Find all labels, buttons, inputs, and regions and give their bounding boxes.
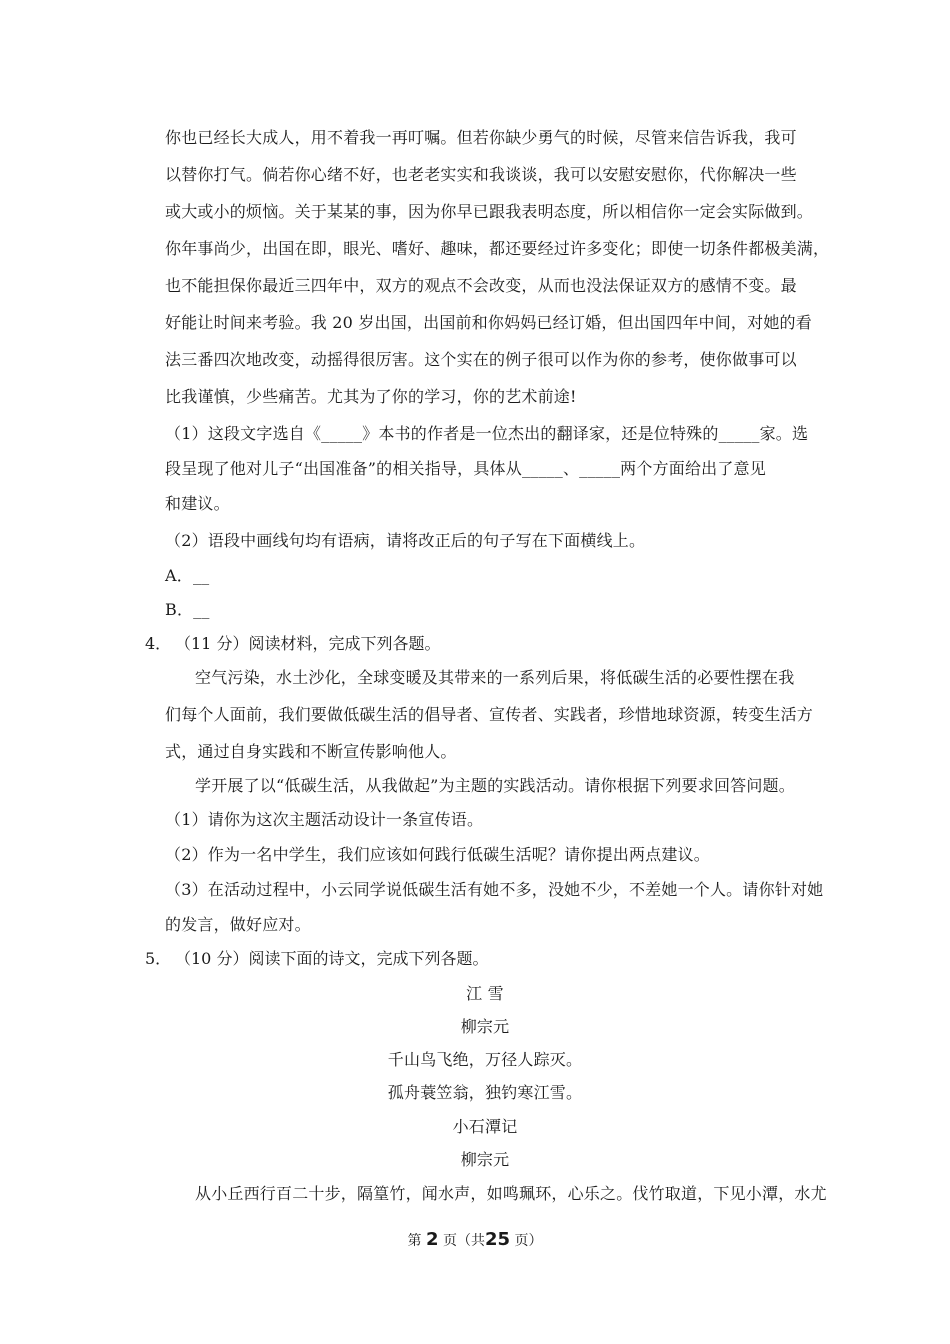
q4-material-line: 式，通过自身实践和不断宣传影响他人。 xyxy=(165,742,457,761)
q3-sub1-line: （1）这段文字选自《_____》本书的作者是一位杰出的翻译家，还是位特殊的_____家。选 xyxy=(165,424,809,443)
q5-number: 5． xyxy=(145,949,172,968)
q5-heading: （10 分）阅读下面的诗文，完成下列各题。 xyxy=(175,949,489,968)
passage-line: 或大或小的烦恼。关于某某的事，因为你早已跟我表明态度，所以相信你一定会实际做到。 xyxy=(165,202,814,221)
passage-line: 以替你打气。倘若你心绪不好，也老老实实和我谈谈，我可以安慰安慰你，代你解决一些 xyxy=(165,165,797,184)
footer-total-pages: 25 xyxy=(484,1229,511,1250)
q4-material-line: 们每个人面前，我们要做低碳生活的倡导者、宣传者、实践者，珍惜地球资源，转变生活方 xyxy=(165,705,814,724)
q4-heading: （11 分）阅读材料，完成下列各题。 xyxy=(175,634,441,653)
q3-sub1-line: 段呈现了他对儿子“出国准备”的相关指导，具体从_____、_____两个方面给出了意见 xyxy=(165,459,766,478)
q4-number: 4． xyxy=(145,634,172,653)
prose-author: 柳宗元 xyxy=(460,1150,510,1169)
passage-line: 比我谨慎，少些痛苦。尤其为了你的学习，你的艺术前途! xyxy=(165,387,577,406)
q4-material-line: 空气污染，水土沙化，全球变暖及其带来的一系列后果，将低碳生活的必要性摆在我 xyxy=(195,668,795,687)
poem-title: 江 雪 xyxy=(466,984,504,1003)
q4-sub3-line: 的发言，做好应对。 xyxy=(165,915,311,934)
passage-line: 法三番四次地改变，动摇得很厉害。这个实在的例子很可以作为你的参考，使你做事可以 xyxy=(165,350,797,369)
passage-line: 你年事尚少，出国在即，眼光、嗜好、趣味，都还要经过许多变化；即使一切条件都极美满， xyxy=(165,239,830,258)
poem-author: 柳宗元 xyxy=(460,1017,510,1036)
footer-prefix: 第 xyxy=(407,1233,422,1249)
passage-line: 好能让时间来考验。我 20 岁出国，出国前和你妈妈已经订婚，但出国四年中间，对她的看 xyxy=(165,313,812,332)
prose-title: 小石潭记 xyxy=(452,1117,518,1136)
poem-line: 千山鸟飞绝，万径人踪灭。 xyxy=(387,1050,583,1069)
q3-sub2: （2）语段中画线句均有语病，请将改正后的句子写在下面横线上。 xyxy=(165,531,646,550)
footer-page-number: 2 xyxy=(425,1229,439,1250)
page-footer xyxy=(0,1230,950,1251)
q4-sub1: （1）请你为这次主题活动设计一条宣传语。 xyxy=(165,810,484,829)
q3-answer-a: A．__ xyxy=(165,566,210,585)
passage-line: 也不能担保你最近三四年中，双方的观点不会改变，从而也没法保证双方的感情不变。最 xyxy=(165,276,797,295)
footer-suffix: 页） xyxy=(514,1233,543,1249)
footer-middle: 页（共 xyxy=(442,1233,485,1249)
q4-activity: 学开展了以“低碳生活，从我做起”为主题的实践活动。请你根据下列要求回答问题。 xyxy=(195,776,795,795)
q3-sub1-line: 和建议。 xyxy=(165,494,230,513)
q3-answer-b: B．__ xyxy=(165,600,210,619)
q4-sub2: （2）作为一名中学生，我们应该如何践行低碳生活呢？请你提出两点建议。 xyxy=(165,845,710,864)
q4-sub3-line: （3）在活动过程中，小云同学说低碳生活有她不多，没她不少，不差她一个人。请你针对她 xyxy=(165,880,824,899)
poem-line: 孤舟蓑笠翁，独钓寒江雪。 xyxy=(387,1083,583,1102)
passage-line: 你也已经长大成人，用不着我一再叮嘱。但若你缺少勇气的时候，尽管来信告诉我，我可 xyxy=(165,128,797,147)
prose-line: 从小丘西行百二十步，隔篁竹，闻水声，如鸣珮环，心乐之。伐竹取道，下见小潭，水尤 xyxy=(195,1184,827,1203)
